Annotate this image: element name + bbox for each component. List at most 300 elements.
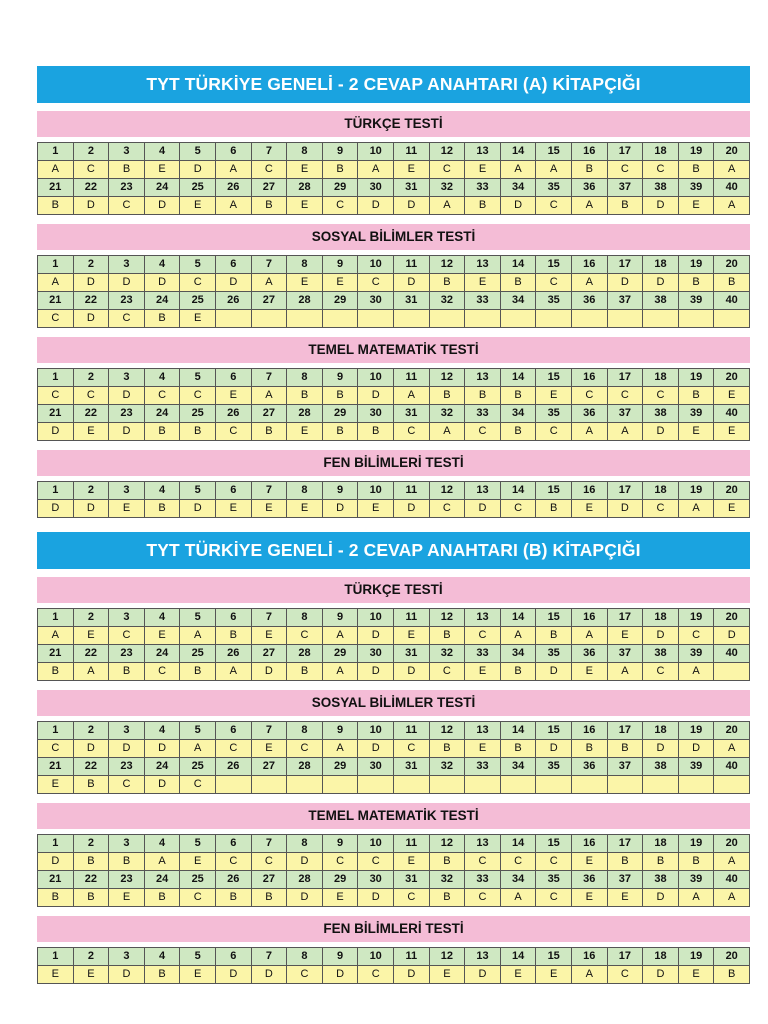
answer-cell: E — [323, 274, 359, 292]
answer-cell: C — [430, 161, 466, 179]
question-number: 4 — [145, 256, 181, 274]
answer-cell: B — [216, 627, 252, 645]
question-number: 39 — [679, 405, 715, 423]
question-number: 18 — [643, 143, 679, 161]
question-number: 23 — [109, 645, 145, 663]
question-number: 38 — [643, 179, 679, 197]
answer-cell: C — [358, 966, 394, 984]
answer-cell: C — [74, 161, 110, 179]
question-number: 39 — [679, 871, 715, 889]
question-number: 2 — [74, 722, 110, 740]
question-number: 11 — [394, 482, 430, 500]
answer-cell: B — [430, 740, 466, 758]
answer-cell: B — [38, 889, 74, 907]
answer-cell: C — [394, 740, 430, 758]
question-number: 16 — [572, 609, 608, 627]
question-number: 13 — [465, 722, 501, 740]
answer-cell: B — [608, 853, 644, 871]
answer-cell: B — [608, 740, 644, 758]
answer-cell: E — [145, 627, 181, 645]
answer-cell: B — [109, 161, 145, 179]
question-number: 19 — [679, 143, 715, 161]
question-number: 21 — [38, 645, 74, 663]
answer-cell: C — [643, 663, 679, 681]
question-number: 39 — [679, 758, 715, 776]
question-number: 32 — [430, 405, 466, 423]
answer-cell: D — [216, 274, 252, 292]
question-number: 16 — [572, 143, 608, 161]
question-number: 19 — [679, 722, 715, 740]
question-number: 17 — [608, 143, 644, 161]
answer-cell: C — [252, 853, 288, 871]
answer-cell: A — [501, 161, 537, 179]
answer-cell: A — [38, 627, 74, 645]
question-number: 16 — [572, 369, 608, 387]
answer-cell: E — [714, 423, 750, 441]
answer-cell: C — [465, 889, 501, 907]
question-number: 24 — [145, 292, 181, 310]
answer-cell: E — [180, 966, 216, 984]
answer-cell: D — [145, 197, 181, 215]
section-fen — [37, 450, 750, 518]
question-number: 23 — [109, 758, 145, 776]
question-number: 30 — [358, 179, 394, 197]
answer-cell: D — [536, 663, 572, 681]
answer-cell: B — [38, 663, 74, 681]
answer-cell: B — [323, 387, 359, 405]
question-number: 12 — [430, 143, 466, 161]
question-number: 22 — [74, 871, 110, 889]
answer-cell — [394, 776, 430, 794]
answer-cell: D — [323, 500, 359, 518]
question-number: 8 — [287, 722, 323, 740]
answer-cell: E — [501, 966, 537, 984]
answer-cell: C — [180, 889, 216, 907]
answer-cell: E — [572, 889, 608, 907]
question-number: 21 — [38, 871, 74, 889]
question-number: 30 — [358, 292, 394, 310]
question-number: 5 — [180, 369, 216, 387]
answer-cell: B — [430, 627, 466, 645]
question-number: 27 — [252, 405, 288, 423]
answer-cell: B — [430, 387, 466, 405]
answer-cell: C — [145, 387, 181, 405]
booklet-title: TYT TÜRKİYE GENELİ - 2 CEVAP ANAHTARI (A) KİTAPÇIĞI — [37, 66, 750, 103]
answer-cell: B — [252, 423, 288, 441]
question-number: 23 — [109, 179, 145, 197]
answer-cell: B — [608, 197, 644, 215]
question-number: 21 — [38, 405, 74, 423]
question-number: 14 — [501, 835, 537, 853]
answer-cell: D — [358, 889, 394, 907]
question-number: 9 — [323, 609, 359, 627]
answer-cell — [714, 663, 750, 681]
question-number: 1 — [38, 609, 74, 627]
answer-cell: D — [74, 500, 110, 518]
question-number: 37 — [608, 179, 644, 197]
answer-cell: D — [394, 500, 430, 518]
answer-cell: B — [74, 853, 110, 871]
question-number: 10 — [358, 256, 394, 274]
answer-cell — [501, 776, 537, 794]
question-number: 3 — [109, 369, 145, 387]
question-number: 6 — [216, 482, 252, 500]
section-sosyal — [37, 690, 750, 794]
question-number: 33 — [465, 405, 501, 423]
answer-cell: E — [608, 627, 644, 645]
question-number: 31 — [394, 871, 430, 889]
question-number: 28 — [287, 292, 323, 310]
question-number: 19 — [679, 835, 715, 853]
answer-cell: C — [358, 274, 394, 292]
question-number: 14 — [501, 609, 537, 627]
question-number: 33 — [465, 645, 501, 663]
question-number: 11 — [394, 369, 430, 387]
question-number: 17 — [608, 722, 644, 740]
answer-cell: A — [216, 197, 252, 215]
answer-cell: D — [145, 776, 181, 794]
question-number: 27 — [252, 645, 288, 663]
answer-cell: C — [643, 500, 679, 518]
answer-cell: D — [679, 740, 715, 758]
answer-cell: E — [180, 197, 216, 215]
answer-cell: B — [252, 197, 288, 215]
question-number: 25 — [180, 871, 216, 889]
question-number: 39 — [679, 292, 715, 310]
answer-cell: D — [465, 500, 501, 518]
question-number: 8 — [287, 609, 323, 627]
answer-cell — [216, 776, 252, 794]
answer-cell: D — [38, 500, 74, 518]
question-number: 6 — [216, 369, 252, 387]
question-number: 29 — [323, 758, 359, 776]
question-number: 36 — [572, 645, 608, 663]
question-number: 38 — [643, 292, 679, 310]
question-number: 21 — [38, 179, 74, 197]
answer-cell: D — [358, 627, 394, 645]
answer-cell: C — [323, 853, 359, 871]
answer-cell: A — [679, 663, 715, 681]
booklet-title: TYT TÜRKİYE GENELİ - 2 CEVAP ANAHTARI (B) KİTAPÇIĞI — [37, 532, 750, 569]
question-number: 22 — [74, 645, 110, 663]
answer-cell: C — [38, 310, 74, 328]
answer-cell: A — [430, 197, 466, 215]
answer-cell: C — [536, 423, 572, 441]
answer-cell: B — [38, 197, 74, 215]
question-number: 10 — [358, 835, 394, 853]
section-title: SOSYAL BİLİMLER TESTİ — [37, 224, 750, 250]
question-number: 38 — [643, 645, 679, 663]
question-number: 3 — [109, 143, 145, 161]
question-number: 7 — [252, 835, 288, 853]
question-number: 19 — [679, 948, 715, 966]
question-number: 16 — [572, 256, 608, 274]
question-number: 37 — [608, 758, 644, 776]
answer-cell: D — [109, 966, 145, 984]
answer-cell: B — [501, 740, 537, 758]
question-number: 9 — [323, 143, 359, 161]
answer-cell: E — [287, 500, 323, 518]
question-number: 16 — [572, 722, 608, 740]
answer-cell: B — [465, 387, 501, 405]
question-number: 20 — [714, 369, 750, 387]
answer-cell — [430, 310, 466, 328]
question-number: 39 — [679, 645, 715, 663]
question-number: 36 — [572, 179, 608, 197]
answer-cell: E — [572, 663, 608, 681]
question-number: 40 — [714, 871, 750, 889]
question-number: 24 — [145, 871, 181, 889]
question-number: 28 — [287, 758, 323, 776]
answer-cell: C — [287, 627, 323, 645]
question-number: 22 — [74, 758, 110, 776]
question-number: 10 — [358, 948, 394, 966]
answer-cell: E — [394, 853, 430, 871]
question-number: 8 — [287, 948, 323, 966]
answer-cell: B — [180, 423, 216, 441]
answer-cell: C — [38, 387, 74, 405]
answer-cell: A — [180, 627, 216, 645]
question-number: 15 — [536, 722, 572, 740]
answer-cell: C — [501, 500, 537, 518]
question-number: 6 — [216, 948, 252, 966]
answer-cell: D — [109, 387, 145, 405]
answer-cell: C — [536, 853, 572, 871]
question-number: 11 — [394, 835, 430, 853]
question-number: 26 — [216, 292, 252, 310]
answer-cell — [608, 310, 644, 328]
answer-grid — [37, 481, 750, 518]
question-number: 5 — [180, 722, 216, 740]
question-number: 12 — [430, 256, 466, 274]
question-number: 40 — [714, 405, 750, 423]
answer-cell: A — [679, 500, 715, 518]
question-number: 35 — [536, 645, 572, 663]
question-number: 14 — [501, 143, 537, 161]
question-number: 33 — [465, 179, 501, 197]
question-number: 13 — [465, 609, 501, 627]
answer-cell: E — [465, 740, 501, 758]
answer-cell: E — [394, 161, 430, 179]
answer-cell: D — [252, 663, 288, 681]
answer-cell: E — [252, 740, 288, 758]
answer-cell: D — [358, 740, 394, 758]
answer-cell: B — [465, 197, 501, 215]
question-number: 18 — [643, 609, 679, 627]
answer-cell — [714, 776, 750, 794]
question-number: 22 — [74, 179, 110, 197]
question-number: 28 — [287, 179, 323, 197]
answer-cell: C — [287, 740, 323, 758]
answer-cell — [252, 776, 288, 794]
question-number: 36 — [572, 871, 608, 889]
answer-cell: B — [536, 627, 572, 645]
question-number: 31 — [394, 405, 430, 423]
answer-cell: D — [394, 663, 430, 681]
answer-cell: B — [287, 387, 323, 405]
answer-cell: C — [430, 663, 466, 681]
answer-cell — [643, 310, 679, 328]
question-number: 9 — [323, 256, 359, 274]
answer-cell: B — [714, 274, 750, 292]
question-number: 36 — [572, 292, 608, 310]
answer-cell: A — [38, 161, 74, 179]
question-number: 17 — [608, 256, 644, 274]
question-number: 30 — [358, 405, 394, 423]
question-number: 9 — [323, 835, 359, 853]
question-number: 2 — [74, 369, 110, 387]
question-number: 18 — [643, 722, 679, 740]
question-number: 18 — [643, 948, 679, 966]
answer-cell: A — [38, 274, 74, 292]
question-number: 37 — [608, 871, 644, 889]
answer-cell: D — [465, 966, 501, 984]
question-number: 4 — [145, 835, 181, 853]
question-number: 8 — [287, 143, 323, 161]
answer-grid — [37, 834, 750, 907]
answer-cell: C — [74, 387, 110, 405]
question-number: 32 — [430, 871, 466, 889]
booklet-a — [37, 66, 750, 518]
answer-cell: A — [608, 663, 644, 681]
answer-cell: B — [430, 853, 466, 871]
answer-cell: B — [536, 500, 572, 518]
question-number: 20 — [714, 143, 750, 161]
answer-cell: E — [358, 500, 394, 518]
section-turkce — [37, 111, 750, 215]
question-number: 37 — [608, 645, 644, 663]
section-matematik — [37, 337, 750, 441]
answer-cell: D — [643, 889, 679, 907]
answer-cell — [536, 776, 572, 794]
question-number: 13 — [465, 835, 501, 853]
question-number: 15 — [536, 948, 572, 966]
answer-cell — [536, 310, 572, 328]
answer-cell: B — [643, 853, 679, 871]
question-number: 16 — [572, 482, 608, 500]
question-number: 19 — [679, 256, 715, 274]
answer-cell — [679, 776, 715, 794]
question-number: 20 — [714, 835, 750, 853]
answer-cell: C — [180, 776, 216, 794]
question-number: 8 — [287, 256, 323, 274]
question-number: 34 — [501, 405, 537, 423]
question-number: 20 — [714, 609, 750, 627]
answer-cell: B — [74, 889, 110, 907]
question-number: 22 — [74, 405, 110, 423]
question-number: 7 — [252, 948, 288, 966]
answer-cell: D — [38, 853, 74, 871]
answer-cell: A — [714, 853, 750, 871]
section-title: SOSYAL BİLİMLER TESTİ — [37, 690, 750, 716]
question-number: 7 — [252, 609, 288, 627]
answer-cell: E — [679, 966, 715, 984]
question-number: 27 — [252, 871, 288, 889]
section-title: TÜRKÇE TESTİ — [37, 111, 750, 137]
answer-cell: A — [216, 663, 252, 681]
answer-cell: D — [252, 966, 288, 984]
question-number: 33 — [465, 871, 501, 889]
answer-cell: A — [608, 423, 644, 441]
answer-cell: E — [323, 889, 359, 907]
section-fen — [37, 916, 750, 984]
question-number: 40 — [714, 645, 750, 663]
question-number: 5 — [180, 482, 216, 500]
question-number: 2 — [74, 835, 110, 853]
answer-cell: E — [465, 663, 501, 681]
question-number: 6 — [216, 835, 252, 853]
answer-cell: A — [572, 274, 608, 292]
answer-cell: E — [74, 966, 110, 984]
question-number: 32 — [430, 179, 466, 197]
answer-cell: C — [109, 627, 145, 645]
question-number: 17 — [608, 482, 644, 500]
answer-cell: B — [145, 423, 181, 441]
question-number: 20 — [714, 722, 750, 740]
question-number: 24 — [145, 645, 181, 663]
question-number: 35 — [536, 758, 572, 776]
question-number: 12 — [430, 835, 466, 853]
question-number: 13 — [465, 143, 501, 161]
question-number: 12 — [430, 948, 466, 966]
question-number: 29 — [323, 292, 359, 310]
question-number: 15 — [536, 482, 572, 500]
question-number: 22 — [74, 292, 110, 310]
question-number: 11 — [394, 722, 430, 740]
question-number: 3 — [109, 948, 145, 966]
question-number: 32 — [430, 292, 466, 310]
question-number: 9 — [323, 948, 359, 966]
answer-cell: C — [216, 423, 252, 441]
answer-cell: B — [109, 663, 145, 681]
question-number: 9 — [323, 482, 359, 500]
question-number: 21 — [38, 292, 74, 310]
answer-cell: A — [501, 889, 537, 907]
question-number: 20 — [714, 482, 750, 500]
answer-cell: A — [714, 889, 750, 907]
answer-cell: B — [252, 889, 288, 907]
answer-grid — [37, 721, 750, 794]
question-number: 5 — [180, 609, 216, 627]
question-number: 7 — [252, 369, 288, 387]
section-matematik — [37, 803, 750, 907]
answer-cell: B — [714, 966, 750, 984]
answer-cell — [643, 776, 679, 794]
answer-cell: A — [430, 423, 466, 441]
question-number: 28 — [287, 405, 323, 423]
question-number: 34 — [501, 179, 537, 197]
answer-cell: E — [714, 387, 750, 405]
question-number: 2 — [74, 143, 110, 161]
answer-cell: C — [394, 423, 430, 441]
question-number: 25 — [180, 179, 216, 197]
section-title: TÜRKÇE TESTİ — [37, 577, 750, 603]
question-number: 1 — [38, 482, 74, 500]
question-number: 33 — [465, 292, 501, 310]
question-number: 5 — [180, 948, 216, 966]
answer-cell: A — [714, 161, 750, 179]
answer-cell: D — [74, 310, 110, 328]
question-number: 16 — [572, 948, 608, 966]
question-number: 1 — [38, 948, 74, 966]
section-title: FEN BİLİMLERİ TESTİ — [37, 916, 750, 942]
question-number: 37 — [608, 292, 644, 310]
answer-cell — [394, 310, 430, 328]
answer-cell — [323, 310, 359, 328]
question-number: 3 — [109, 482, 145, 500]
answer-cell: E — [679, 197, 715, 215]
answer-cell: A — [572, 966, 608, 984]
